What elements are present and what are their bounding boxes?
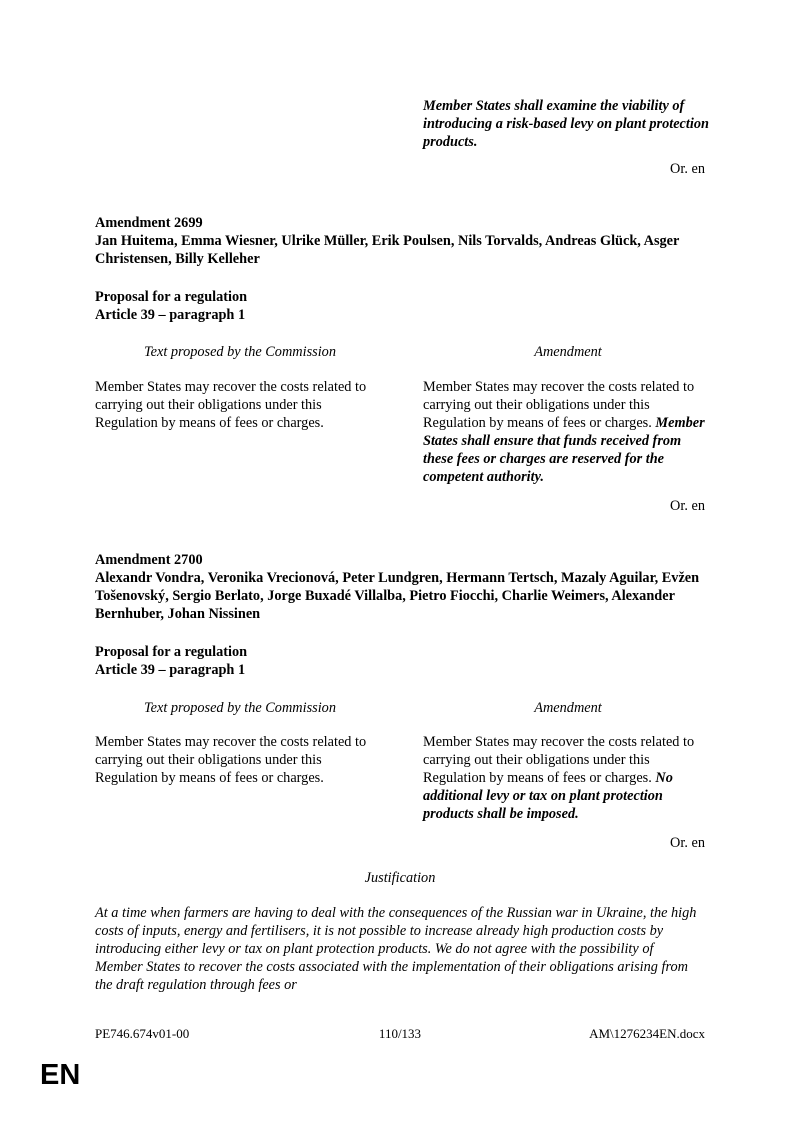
amendment-text-plain: Member States may recover the costs related to carrying out their obligations under this Regulation by means of fees or charges. xyxy=(423,734,695,786)
justification-header: Justification xyxy=(364,870,436,886)
amendment-text xyxy=(423,733,713,823)
amendment-2700-reference xyxy=(95,643,705,679)
amendment-text-bold: Member States shall ensure that funds received from these fees or charges are reserved for the competent authority. xyxy=(423,415,705,485)
amendment-number: Amendment 2700 xyxy=(95,552,203,568)
amendment-2699-origin: Or. en xyxy=(670,498,705,514)
top-amendment-text: Member States shall examine the viability of introducing a risk-based levy on plant protection products. xyxy=(423,98,709,150)
footer-page-number: 110/133 xyxy=(378,1026,422,1041)
proposal-label: Proposal for a regulation xyxy=(95,644,248,660)
commission-column-header: Text proposed by the Commission xyxy=(144,700,336,716)
amendment-text-plain: Member States may recover the costs related to carrying out their obligations under this Regulation by means of fees or charges. xyxy=(423,379,695,431)
amendment-text-bold: No additional levy or tax on plant protection products shall be imposed. xyxy=(423,770,673,822)
footer-doc-ref: PE746.674v01-00 xyxy=(95,1026,190,1041)
commission-text: Member States may recover the costs related to carrying out their obligations under this Regulation by means of fees or charges. xyxy=(95,379,367,431)
footer-file-name: AM\1276234EN.docx xyxy=(589,1026,705,1041)
amendment-authors: Jan Huitema, Emma Wiesner, Ulrike Müller, Erik Poulsen, Nils Torvalds, Andreas Glück, Asger Christensen, Billy Kelleher xyxy=(95,233,680,267)
commission-column-header: Text proposed by the Commission xyxy=(144,344,336,360)
amendment-authors: Alexandr Vondra, Veronika Vrecionová, Peter Lundgren, Hermann Tertsch, Mazaly Aguilar, Evžen Tošenovský, Sergio Berlato, Jorge Buxadé Villalba, Pietro Fiocchi, Charlie Weimers, Alexander Bernhuber, Johan Nissinen xyxy=(95,570,700,622)
top-origin: Or. en xyxy=(670,161,705,177)
amendment-2699-header xyxy=(95,214,705,268)
article-label: Article 39 – paragraph 1 xyxy=(95,662,246,678)
amendment-2700-origin: Or. en xyxy=(670,835,705,851)
amendment-2700-header xyxy=(95,551,705,623)
amendment-2699-reference xyxy=(95,288,705,324)
amendment-column-header: Amendment xyxy=(534,344,602,360)
amendment-number: Amendment 2699 xyxy=(95,215,203,231)
justification-text: At a time when farmers are having to deal with the consequences of the Russian war in Ukraine, the high costs of inputs, energy and fertilisers, it is not possible to increase already high production costs by introducing either levy or tax on plant protection products. We do not agree with the possibility of Member States to recover the costs associated with the implementation of their obligations arising from the draft regulation through fees or xyxy=(95,905,697,993)
amendment-text xyxy=(423,378,713,486)
amendment-column-header: Amendment xyxy=(534,700,602,716)
commission-text: Member States may recover the costs related to carrying out their obligations under this Regulation by means of fees or charges. xyxy=(95,734,367,786)
language-mark: EN xyxy=(40,1059,81,1091)
proposal-label: Proposal for a regulation xyxy=(95,289,248,305)
article-label: Article 39 – paragraph 1 xyxy=(95,307,246,323)
